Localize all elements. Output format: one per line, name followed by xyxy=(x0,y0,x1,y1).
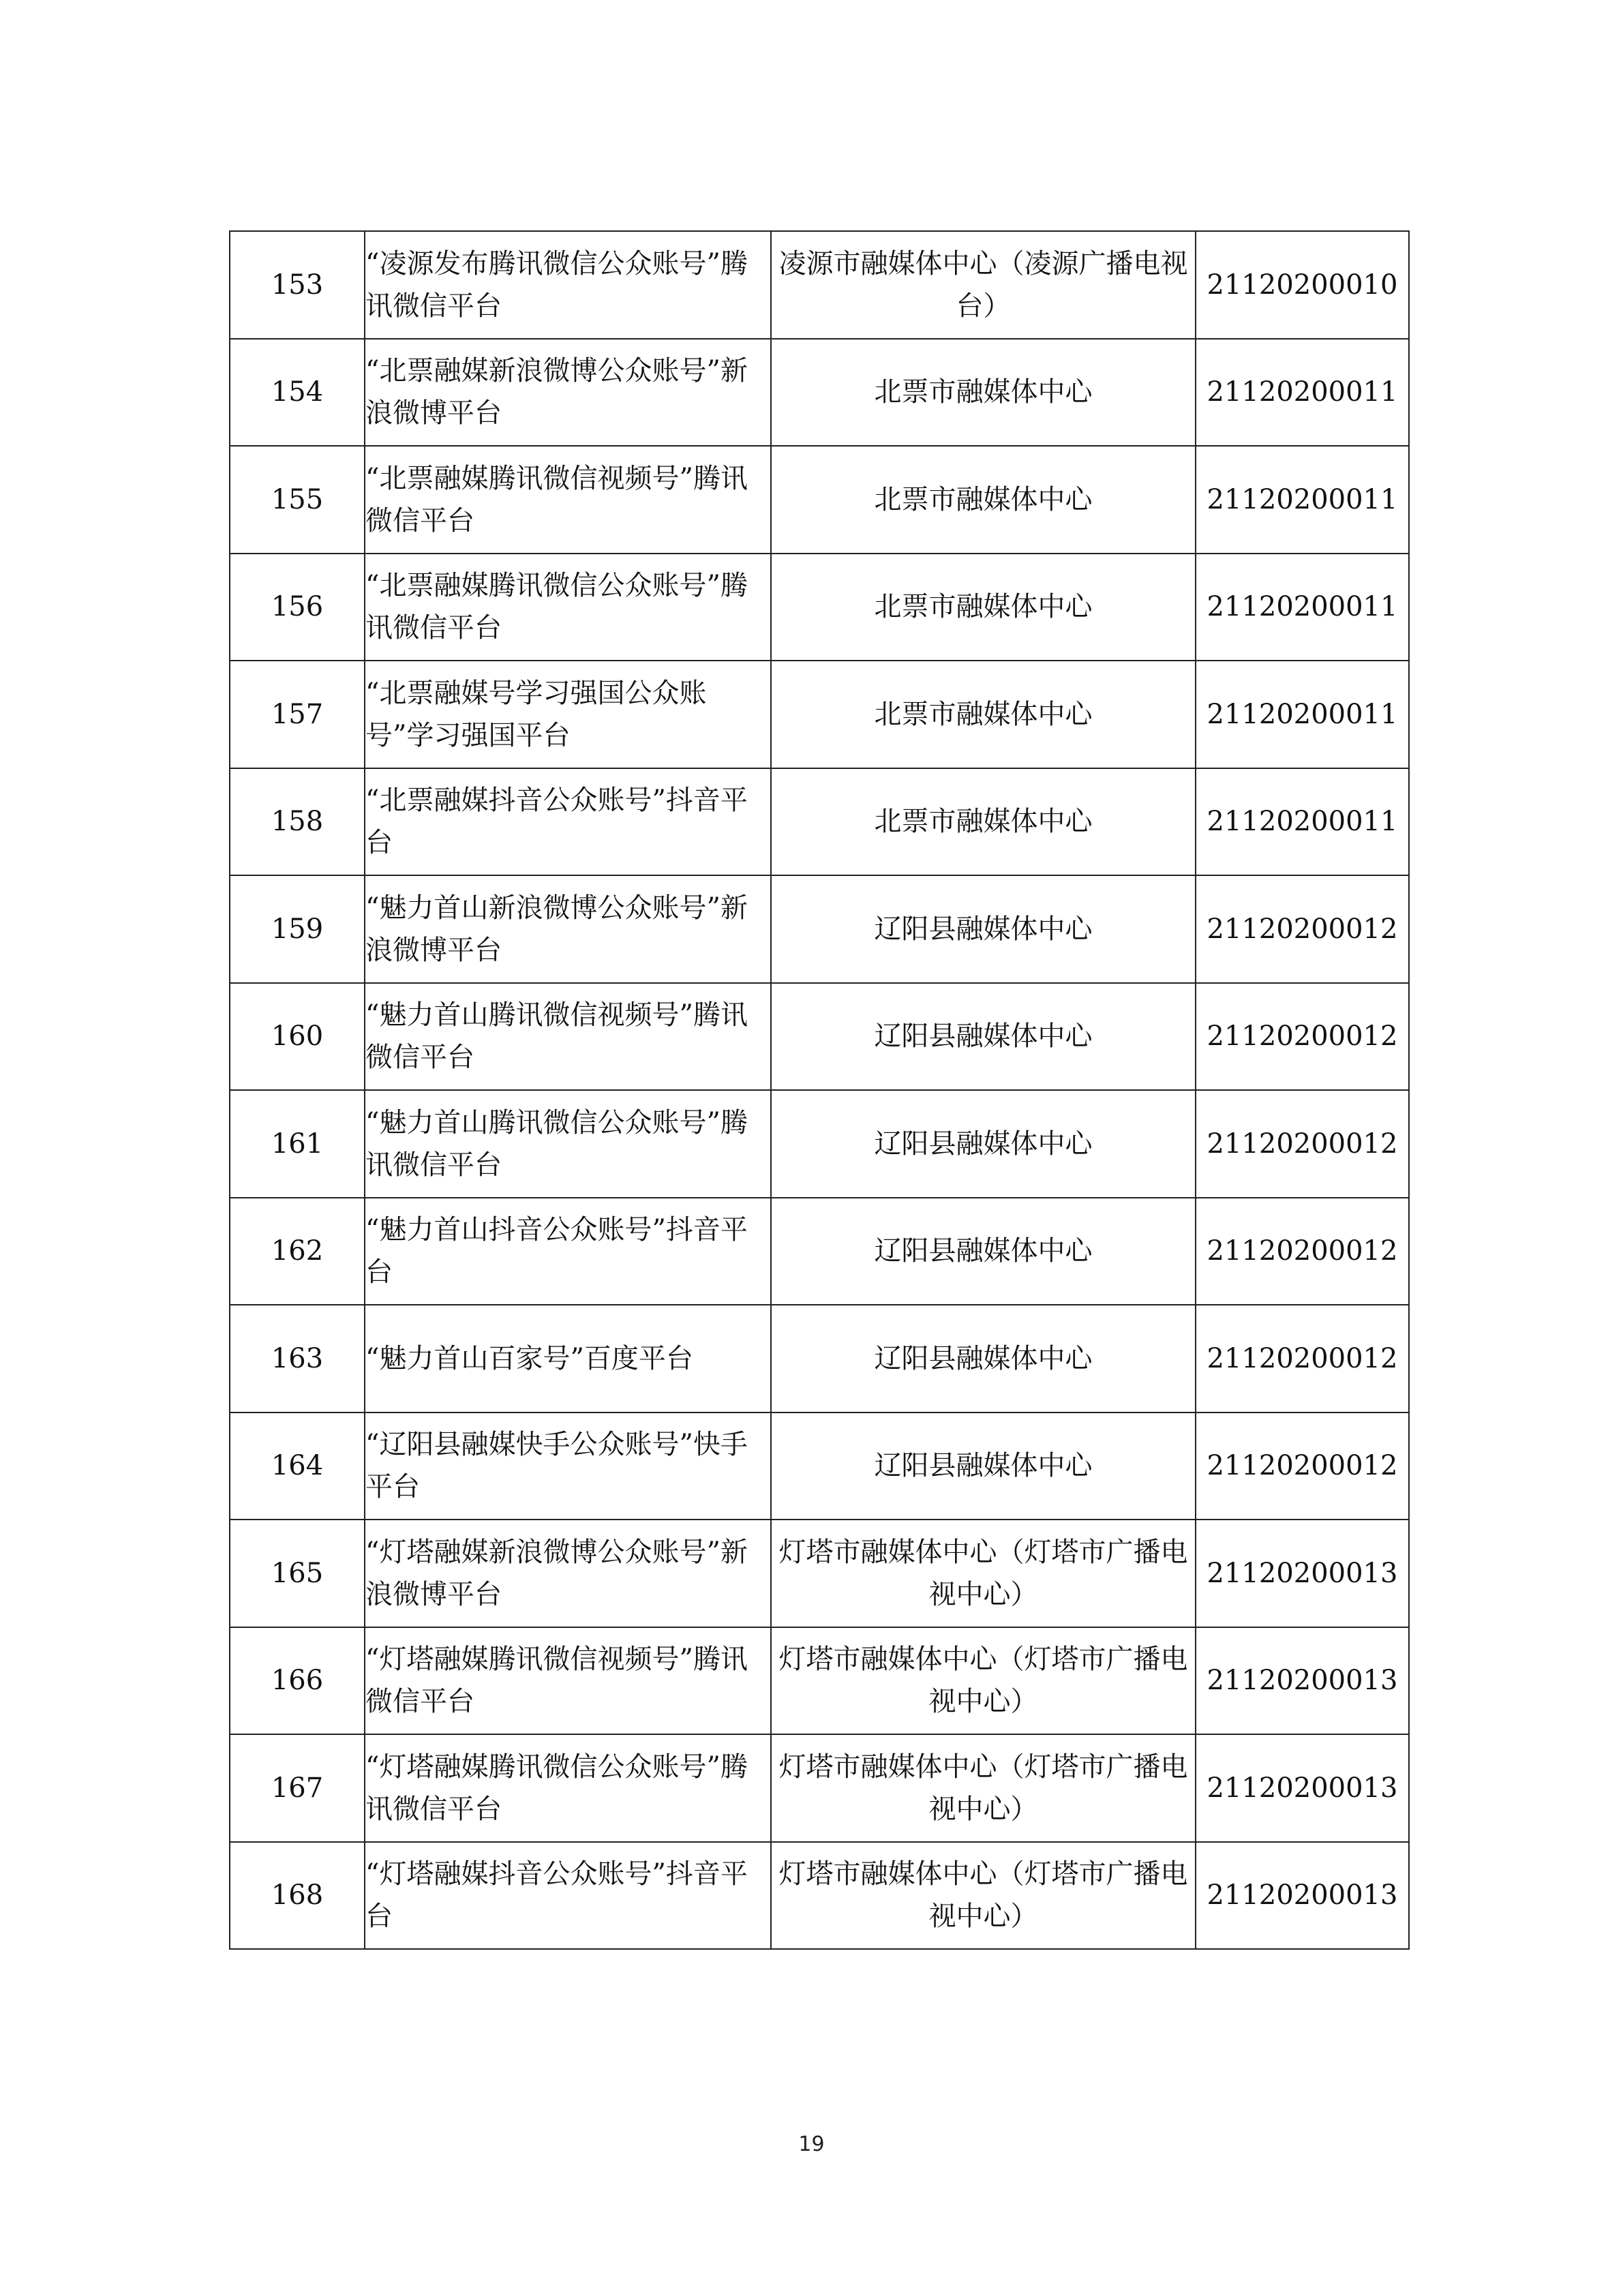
row-number: 165 xyxy=(230,1520,365,1627)
registration-code: 21120200012 xyxy=(1196,875,1409,983)
table-row xyxy=(230,339,1409,447)
table-row xyxy=(230,768,1409,876)
row-number: 167 xyxy=(230,1734,365,1842)
organization-name: 北票市融媒体中心 xyxy=(771,446,1196,554)
table-row xyxy=(230,1842,1409,1950)
organization-name: 辽阳县融媒体中心 xyxy=(771,1198,1196,1305)
account-name: “灯塔融媒抖音公众账号”抖音平台 xyxy=(365,1842,771,1950)
registry-table-body xyxy=(230,231,1409,1949)
registration-code: 21120200011 xyxy=(1196,554,1409,661)
registration-code: 21120200013 xyxy=(1196,1842,1409,1950)
table-row xyxy=(230,554,1409,661)
registration-code: 21120200011 xyxy=(1196,339,1409,447)
account-name: “北票融媒号学习强国公众账号”学习强国平台 xyxy=(365,661,771,768)
row-number: 168 xyxy=(230,1842,365,1950)
account-name: “魅力首山新浪微博公众账号”新浪微博平台 xyxy=(365,875,771,983)
row-number: 162 xyxy=(230,1198,365,1305)
organization-name: 凌源市融媒体中心（凌源广播电视台） xyxy=(771,231,1196,339)
registration-code: 21120200011 xyxy=(1196,661,1409,768)
organization-name: 灯塔市融媒体中心（灯塔市广播电视中心） xyxy=(771,1520,1196,1627)
registry-table xyxy=(229,230,1410,1950)
account-name: “灯塔融媒新浪微博公众账号”新浪微博平台 xyxy=(365,1520,771,1627)
organization-name: 北票市融媒体中心 xyxy=(771,768,1196,876)
row-number: 157 xyxy=(230,661,365,768)
table-row xyxy=(230,1305,1409,1413)
account-name: “北票融媒抖音公众账号”抖音平台 xyxy=(365,768,771,876)
registration-code: 21120200010 xyxy=(1196,231,1409,339)
row-number: 156 xyxy=(230,554,365,661)
account-name: “魅力首山腾讯微信公众账号”腾讯微信平台 xyxy=(365,1090,771,1198)
row-number: 163 xyxy=(230,1305,365,1413)
table-row xyxy=(230,661,1409,768)
table-row xyxy=(230,1520,1409,1627)
registration-code: 21120200013 xyxy=(1196,1520,1409,1627)
row-number: 159 xyxy=(230,875,365,983)
table-row xyxy=(230,1734,1409,1842)
row-number: 154 xyxy=(230,339,365,447)
account-name: “北票融媒新浪微博公众账号”新浪微博平台 xyxy=(365,339,771,447)
registration-code: 21120200012 xyxy=(1196,1090,1409,1198)
organization-name: 灯塔市融媒体中心（灯塔市广播电视中心） xyxy=(771,1842,1196,1950)
registration-code: 21120200012 xyxy=(1196,1413,1409,1520)
row-number: 155 xyxy=(230,446,365,554)
table-row xyxy=(230,1413,1409,1520)
account-name: “北票融媒腾讯微信公众账号”腾讯微信平台 xyxy=(365,554,771,661)
organization-name: 北票市融媒体中心 xyxy=(771,661,1196,768)
organization-name: 辽阳县融媒体中心 xyxy=(771,1305,1196,1413)
row-number: 153 xyxy=(230,231,365,339)
table-row xyxy=(230,875,1409,983)
row-number: 158 xyxy=(230,768,365,876)
account-name: “魅力首山腾讯微信视频号”腾讯微信平台 xyxy=(365,983,771,1091)
organization-name: 辽阳县融媒体中心 xyxy=(771,1090,1196,1198)
registration-code: 21120200012 xyxy=(1196,1305,1409,1413)
registration-code: 21120200013 xyxy=(1196,1627,1409,1735)
row-number: 160 xyxy=(230,983,365,1091)
row-number: 164 xyxy=(230,1413,365,1520)
table-row xyxy=(230,1090,1409,1198)
organization-name: 辽阳县融媒体中心 xyxy=(771,983,1196,1091)
account-name: “北票融媒腾讯微信视频号”腾讯微信平台 xyxy=(365,446,771,554)
registration-code: 21120200011 xyxy=(1196,446,1409,554)
page-number: 19 xyxy=(798,2132,825,2156)
organization-name: 北票市融媒体中心 xyxy=(771,554,1196,661)
row-number: 161 xyxy=(230,1090,365,1198)
registration-code: 21120200012 xyxy=(1196,1198,1409,1305)
organization-name: 辽阳县融媒体中心 xyxy=(771,875,1196,983)
account-name: “辽阳县融媒快手公众账号”快手平台 xyxy=(365,1413,771,1520)
registration-code: 21120200012 xyxy=(1196,983,1409,1091)
account-name: “灯塔融媒腾讯微信视频号”腾讯微信平台 xyxy=(365,1627,771,1735)
registration-code: 21120200011 xyxy=(1196,768,1409,876)
organization-name: 北票市融媒体中心 xyxy=(771,339,1196,447)
registration-code: 21120200013 xyxy=(1196,1734,1409,1842)
table-row xyxy=(230,1627,1409,1735)
row-number: 166 xyxy=(230,1627,365,1735)
organization-name: 灯塔市融媒体中心（灯塔市广播电视中心） xyxy=(771,1734,1196,1842)
account-name: “魅力首山抖音公众账号”抖音平台 xyxy=(365,1198,771,1305)
table-row xyxy=(230,983,1409,1091)
account-name: “凌源发布腾讯微信公众账号”腾讯微信平台 xyxy=(365,231,771,339)
organization-name: 灯塔市融媒体中心（灯塔市广播电视中心） xyxy=(771,1627,1196,1735)
organization-name: 辽阳县融媒体中心 xyxy=(771,1413,1196,1520)
account-name: “灯塔融媒腾讯微信公众账号”腾讯微信平台 xyxy=(365,1734,771,1842)
account-name: “魅力首山百家号”百度平台 xyxy=(365,1305,771,1413)
table-row xyxy=(230,1198,1409,1305)
table-row xyxy=(230,446,1409,554)
table-row xyxy=(230,231,1409,339)
